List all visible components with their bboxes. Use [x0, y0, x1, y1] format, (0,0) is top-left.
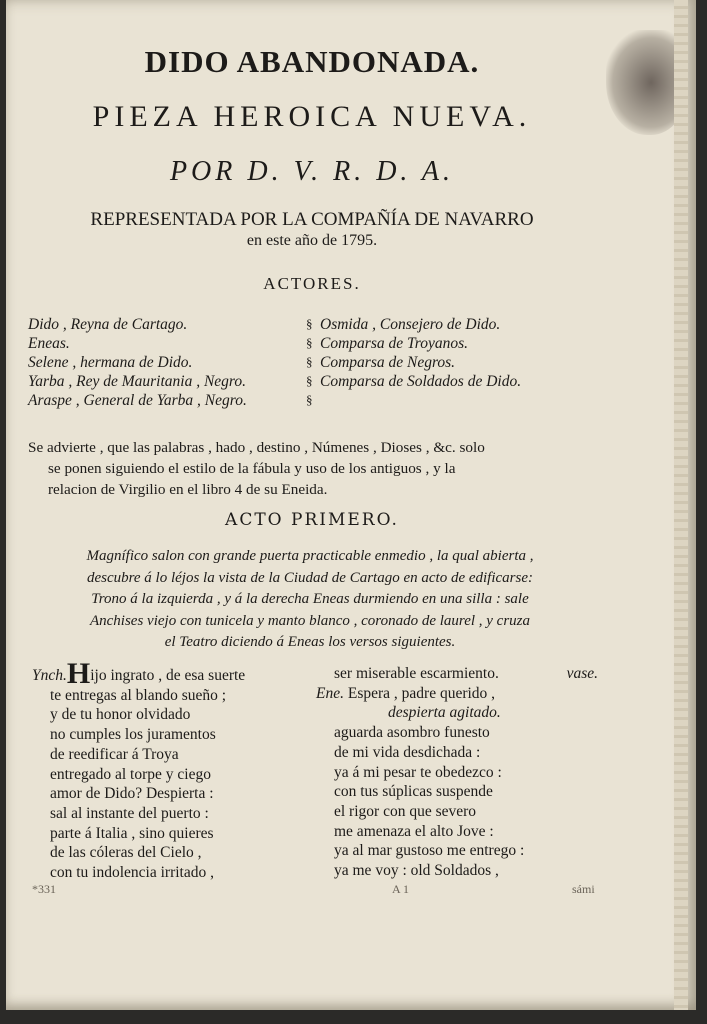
actor-left: Dido , Reyna de Cartago. — [28, 316, 188, 333]
verse-line: ya me voy : old Soldados , — [334, 862, 499, 880]
ornament-icon: § — [306, 354, 313, 369]
verse-column-right — [316, 664, 606, 881]
verse-line: no cumples los juramentos — [50, 726, 216, 744]
actor-left: Yarba , Rey de Mauritania , Negro. — [28, 373, 246, 390]
verse-line: te entregas al blando sueño ; — [50, 686, 227, 704]
verse-first-line — [316, 664, 606, 684]
actor-left: Selene , hermana de Dido. — [28, 354, 193, 371]
signature-mark: A 1 — [392, 882, 410, 896]
play-author: POR D. V. R. D. A. — [169, 156, 455, 187]
actor-row — [28, 335, 608, 354]
actor-right: Comparsa de Soldados de Dido. — [320, 373, 522, 390]
speaker-label: Ene. — [316, 684, 344, 702]
verse-line: aguarda asombro funesto — [334, 724, 490, 742]
exit-direction: vase. — [566, 665, 598, 682]
verse-line: y de tu honor olvidado — [50, 706, 191, 724]
verse-line: me amenaza el alto Jove : — [334, 822, 494, 840]
actors-list — [28, 316, 608, 411]
actor-right: Comparsa de Troyanos. — [320, 335, 468, 352]
footer-right: sámi — [572, 882, 595, 896]
verse-first-line — [32, 657, 317, 690]
ornament-icon: § — [306, 316, 313, 331]
verse-line: ya á mi pesar te obedezco : — [334, 763, 502, 781]
book-page — [6, 0, 696, 1010]
verse-line: ya al mar gustoso me entrego : — [334, 842, 525, 860]
act-heading: ACTO PRIMERO. — [225, 510, 399, 530]
play-title: DIDO ABANDONADA. — [144, 44, 480, 79]
verse-line: ser miserable escarmiento. — [334, 665, 499, 682]
verse-line: entregado al torpe y ciego — [50, 765, 211, 783]
speaker-label: Ynch. — [32, 667, 67, 684]
stage-line: el Teatro diciendo á Eneas los versos siguientes. — [164, 634, 456, 650]
verse-line-speaker — [316, 684, 606, 704]
stage-direction — [20, 546, 600, 654]
page-edge — [674, 0, 688, 1010]
verse-direction: despierta agitado. — [388, 704, 501, 722]
actor-row — [28, 392, 608, 411]
actor-left: Eneas. — [28, 335, 70, 352]
stage-line: Trono á la izquierda , y á la derecha Eneas durmiendo en una silla : sale — [91, 591, 529, 607]
stage-line: Anchises viejo con tunicela y manto blanco , coronado de laurel , y cruza — [89, 612, 531, 629]
verse-line: amor de Dido? Despierta : — [50, 785, 214, 803]
advisory-note — [28, 437, 598, 500]
verse-column-left — [32, 657, 317, 883]
stage-line: Magnífico salon con grande puerta practicable enmedio , la qual abierta , — [86, 548, 534, 564]
actor-right: Osmida , Consejero de Dido. — [320, 316, 501, 333]
footer-left: *331 — [32, 882, 56, 896]
represented-line: REPRESENTADA POR LA COMPAÑÍA DE NAVARRO — [90, 209, 534, 230]
drop-cap: H — [66, 657, 91, 690]
actor-row — [28, 373, 608, 392]
verse-line: Espera , padre querido , — [347, 684, 496, 702]
actor-row — [28, 316, 608, 335]
stage-line: descubre á lo léjos la vista de la Ciudad de Cartago en acto de edificarse: — [86, 569, 534, 586]
actor-right: Comparsa de Negros. — [320, 354, 456, 371]
verse-line: el rigor con que severo — [334, 802, 477, 820]
verse-line: con tus súplicas suspende — [334, 783, 493, 801]
ornament-icon: § — [306, 373, 313, 388]
actor-row — [28, 354, 608, 373]
verse-line: ijo ingrato , de esa suerte — [90, 667, 246, 684]
verse-line: con tu indolencia irritado , — [50, 864, 214, 882]
note-line: Se advierte , que las palabras , hado , destino , Númenes , Dioses , &c. solo — [28, 439, 485, 456]
year-line: en este año de 1795. — [246, 232, 378, 249]
play-subtitle: PIEZA HEROICA NUEVA. — [92, 100, 532, 133]
note-line: relacion de Virgilio en el libro 4 de su Eneida. — [48, 481, 328, 498]
verse-line: de reedificar á Troya — [50, 745, 179, 763]
actors-heading: ACTORES. — [263, 274, 361, 293]
verse-line: de las cóleras del Cielo , — [50, 844, 202, 862]
ornament-icon: § — [306, 392, 313, 407]
verse-line: parte á Italia , sino quieres — [50, 824, 214, 842]
actor-left: Araspe , General de Yarba , Negro. — [28, 392, 247, 409]
verse-line: sal al instante del puerto : — [50, 804, 209, 822]
ornament-icon: § — [306, 335, 313, 350]
note-line: se ponen siguiendo el estilo de la fábula y uso de los antiguos , y la — [48, 460, 456, 477]
verse-line: de mi vida desdichada : — [334, 743, 481, 761]
